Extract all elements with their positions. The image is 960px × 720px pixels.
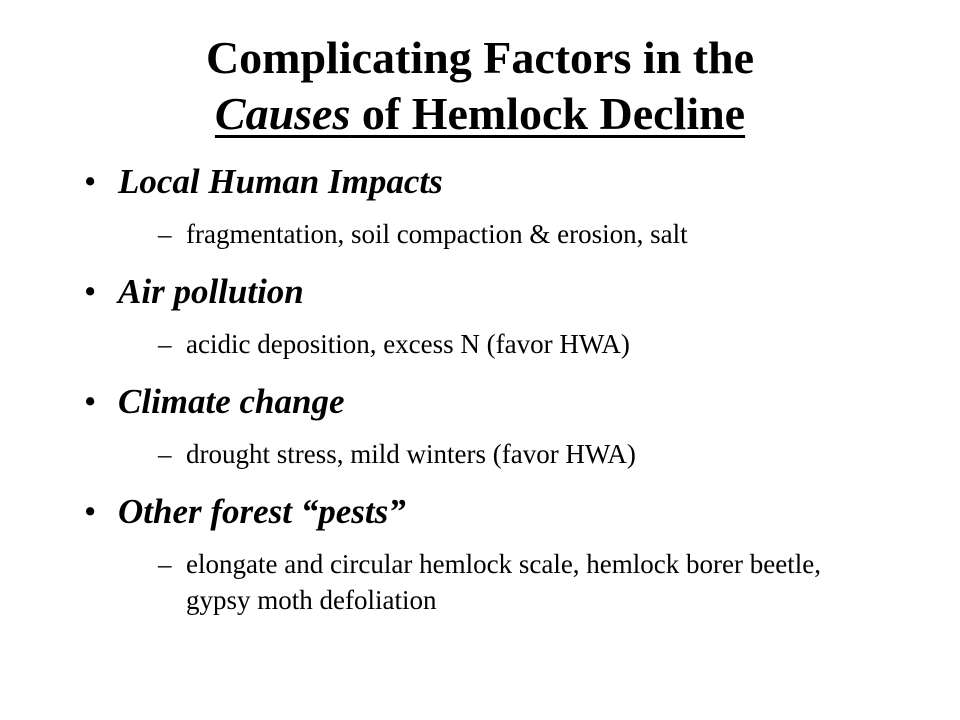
title-line-1: Complicating Factors in the: [205, 32, 755, 83]
bullet-item: [84, 490, 884, 534]
sub-item-text: acidic deposition, excess N (favor HWA): [186, 329, 630, 359]
sub-item-text: drought stress, mild winters (favor HWA): [186, 439, 636, 469]
bullet-heading: Other forest “pests”: [118, 492, 406, 531]
sub-item: [158, 436, 884, 472]
sub-item-text: elongate and circular hemlock scale, hemlock borer beetle, gypsy moth defoliation: [186, 549, 821, 615]
dash-icon: –: [158, 439, 172, 469]
sub-item: [158, 546, 884, 618]
title-line-2-rest: of Hemlock Decline: [350, 88, 746, 139]
bullet-item: [84, 270, 884, 314]
sub-item: [158, 216, 884, 252]
bullet-icon: •: [84, 272, 97, 311]
sub-item-text: fragmentation, soil compaction & erosion, salt: [186, 219, 688, 249]
title-emphasis: Causes: [214, 88, 351, 139]
bullet-icon: •: [84, 492, 97, 531]
bullet-icon: •: [84, 162, 97, 201]
bullet-list: [84, 160, 884, 636]
dash-icon: –: [158, 219, 172, 249]
bullet-item: [84, 380, 884, 424]
sub-item: [158, 326, 884, 362]
bullet-item: [84, 160, 884, 204]
title-line-2: [0, 86, 960, 142]
dash-icon: –: [158, 329, 172, 359]
dash-icon: –: [158, 549, 172, 579]
slide-title: [0, 30, 960, 142]
bullet-heading: Climate change: [118, 382, 345, 421]
bullet-heading: Local Human Impacts: [118, 162, 443, 201]
bullet-heading: Air pollution: [118, 272, 304, 311]
bullet-icon: •: [84, 382, 97, 421]
